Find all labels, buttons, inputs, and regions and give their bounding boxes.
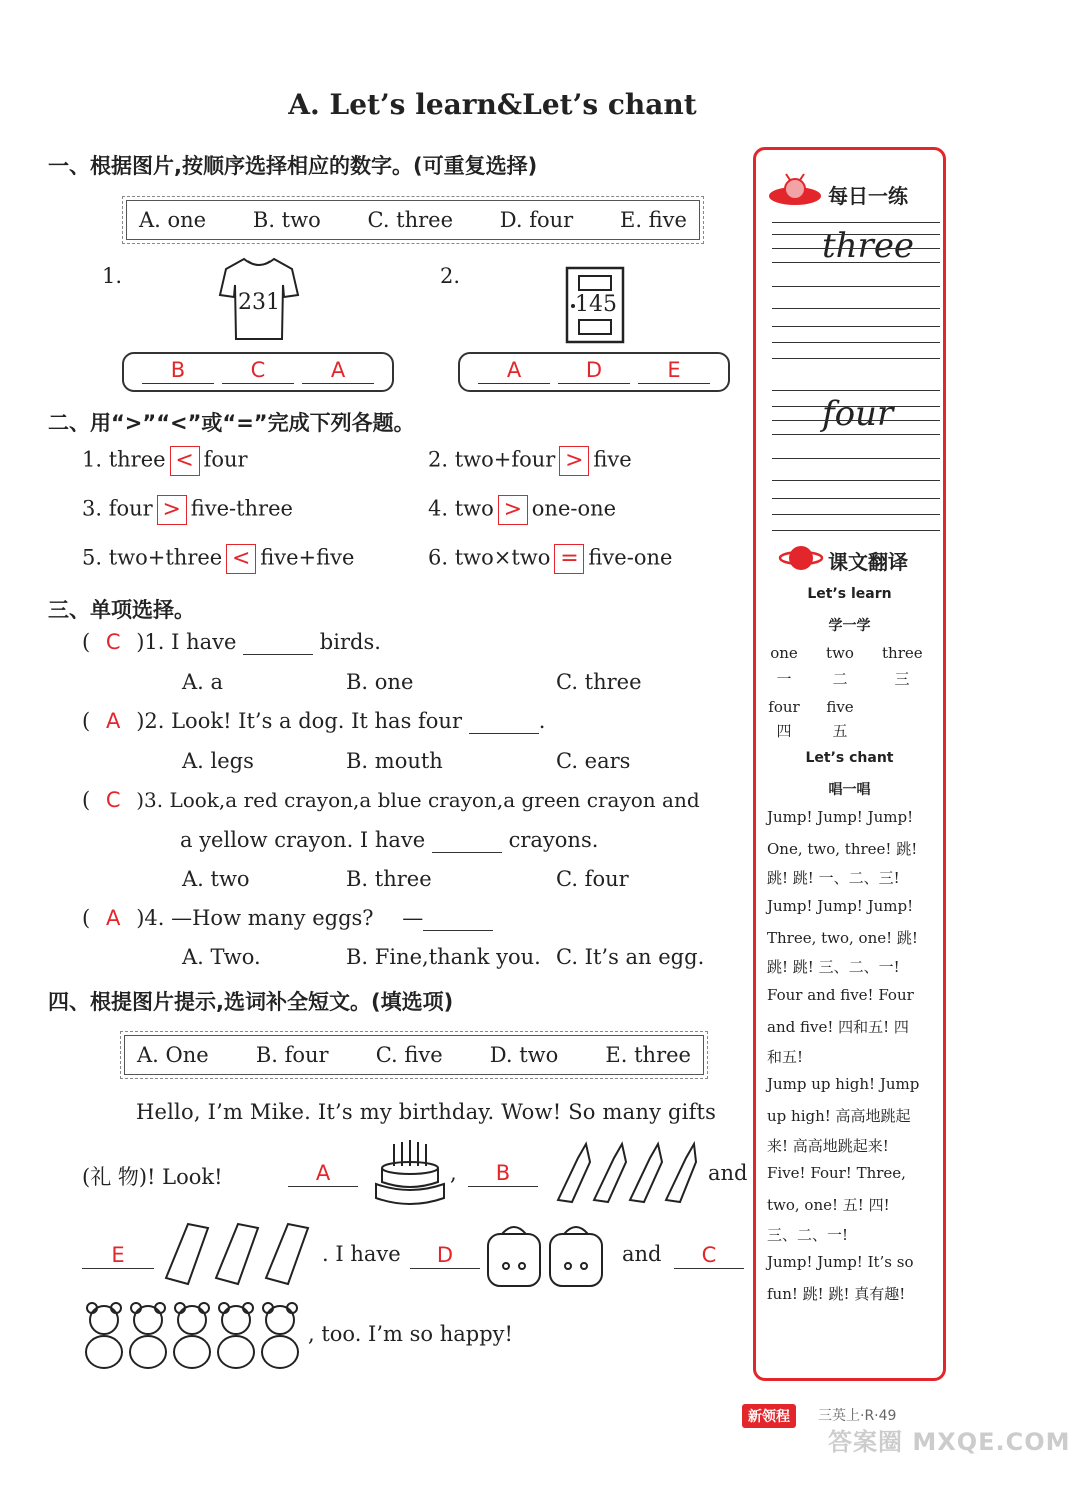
compare-answer-2[interactable]: >	[559, 446, 589, 476]
q2-answer-3[interactable]: E	[638, 357, 710, 384]
chant-line: Jump up high! Jump	[767, 1075, 920, 1094]
mc-question-1: ( C )1. I have birds.	[82, 630, 381, 654]
mc-question-2: ( A )2. Look! It’s a dog. It has four .	[82, 709, 546, 733]
compare-item-3: 3. four > five-three	[82, 495, 293, 525]
passage-and-1: and	[708, 1161, 748, 1185]
num-cn-3: 三	[894, 670, 910, 688]
mc-3-option-c[interactable]: C. four	[556, 867, 629, 891]
compare-answer-4[interactable]: >	[498, 495, 528, 525]
option-d: D. four	[499, 208, 574, 232]
ufo-icon	[766, 172, 824, 212]
chant-line: up high! 高高地跳起	[767, 1106, 911, 1125]
compare-item-1: 1. three < four	[82, 446, 248, 476]
practice-word-1: three	[822, 226, 915, 266]
mc-4-option-c[interactable]: C. It’s an egg.	[556, 945, 705, 969]
option-b: B. four	[255, 1043, 329, 1067]
chant-line: Three, two, one! 跳!	[767, 928, 918, 947]
lets-chant-heading: Let’s chant	[805, 750, 894, 766]
chant-line: Jump! Jump! It’s so	[767, 1253, 914, 1272]
num-cn-1: 一	[776, 670, 792, 688]
learn-cn-heading: 学一学	[828, 618, 871, 634]
section3-heading: 三、单项选择。	[48, 598, 195, 622]
option-c: C. five	[375, 1043, 443, 1067]
mc-3-option-a[interactable]: A. two	[182, 867, 250, 891]
mc-1-option-a[interactable]: A. a	[182, 670, 224, 694]
section4-options	[124, 1035, 704, 1075]
option-c: C. three	[367, 208, 454, 232]
passage-blank-4[interactable]: D	[410, 1242, 480, 1269]
tshirt-number: 231	[238, 290, 280, 315]
q1-answer-2[interactable]: C	[222, 357, 294, 384]
mc-answer-2[interactable]: A	[106, 709, 121, 733]
compare-answer-1[interactable]: <	[170, 446, 200, 476]
q2-answer-box	[458, 352, 730, 392]
teddy-bears-icon	[80, 1300, 308, 1372]
birthday-cake-icon	[370, 1138, 448, 1208]
mc-4-option-b[interactable]: B. Fine,thank you.	[346, 945, 541, 969]
q1-answer-3[interactable]: A	[302, 357, 374, 384]
mc-blank-1	[243, 630, 313, 655]
mc-3-option-b[interactable]: B. three	[346, 867, 432, 891]
chant-line: 三、二、一!	[767, 1225, 849, 1244]
mc-2-option-a[interactable]: A. legs	[182, 749, 254, 773]
q1-number: 1.	[102, 264, 123, 288]
compare-item-5: 5. two+three < five+five	[82, 544, 354, 574]
section1-options	[126, 200, 700, 240]
chant-line: Jump! Jump! Jump!	[767, 897, 914, 916]
mc-answer-3[interactable]: C	[105, 788, 121, 812]
passage-blank-1[interactable]: A	[288, 1160, 358, 1187]
compare-item-6: 6. two×two = five-one	[428, 544, 672, 574]
chant-line: 和五!	[767, 1047, 804, 1066]
q2-answer-1[interactable]: A	[478, 357, 550, 384]
chant-line: One, two, three! 跳!	[767, 839, 918, 858]
schoolbags-icon	[484, 1220, 610, 1290]
chant-text	[767, 808, 943, 1313]
mc-blank-2	[469, 709, 539, 734]
num-cn-5: 五	[832, 722, 848, 740]
num-en-5: five	[826, 698, 854, 716]
option-b: B. two	[252, 208, 321, 232]
door-number: 145	[575, 292, 617, 317]
planet-icon	[778, 540, 824, 576]
chant-cn-heading: 唱一唱	[828, 782, 871, 798]
chant-line: 来! 高高地跳起来!	[767, 1136, 889, 1155]
option-e: E. three	[605, 1043, 691, 1067]
q2-answer-2[interactable]: D	[558, 357, 630, 384]
option-a: A. one	[139, 208, 207, 232]
num-en-3: three	[882, 644, 923, 662]
chant-line: Five! Four! Three,	[767, 1164, 906, 1183]
passage-line-3-mid: . I have	[322, 1242, 401, 1266]
compare-item-4: 4. two > one-one	[428, 495, 616, 525]
daily-practice-title: 每日一练	[828, 184, 908, 208]
section1-heading: 一、根据图片,按顺序选择相应的数字。(可重复选择)	[48, 154, 538, 178]
q2-number: 2.	[440, 264, 461, 288]
chant-line: fun! 跳! 跳! 真有趣!	[767, 1285, 906, 1303]
num-en-4: four	[768, 698, 800, 716]
mc-question-3-line2: a yellow crayon. I have crayons.	[180, 828, 599, 852]
watermark: 答案圈 MXQE.COM	[828, 1428, 1071, 1456]
mc-1-option-b[interactable]: B. one	[346, 670, 414, 694]
compare-answer-6[interactable]: =	[554, 544, 584, 574]
passage-line-4-end: , too. I’m so happy!	[308, 1322, 513, 1346]
mc-blank-3	[432, 828, 502, 853]
mc-question-3: ( C )3. Look,a red crayon,a blue crayon,a green crayon and	[82, 788, 700, 812]
compare-answer-5[interactable]: <	[226, 544, 256, 574]
compare-answer-3[interactable]: >	[157, 495, 187, 525]
chant-line: 跳! 跳! 一、二、三!	[767, 869, 900, 888]
section2-heading: 二、用“>”“<”或“=”完成下列各题。	[48, 411, 415, 435]
option-d: D. two	[489, 1043, 559, 1067]
passage-blank-3[interactable]: E	[82, 1242, 154, 1269]
chant-line: Jump! Jump! Jump!	[767, 808, 914, 826]
mc-blank-4	[423, 906, 493, 931]
lets-learn-heading: Let’s learn	[807, 586, 892, 602]
passage-line-2-start: (礼 物)! Look!	[82, 1165, 223, 1189]
mc-answer-4[interactable]: A	[106, 906, 121, 930]
q1-answer-1[interactable]: B	[142, 357, 214, 384]
num-en-1: one	[770, 644, 798, 662]
num-cn-2: 二	[832, 670, 848, 688]
compare-item-2: 2. two+four > five	[428, 446, 632, 476]
passage-comma: ,	[450, 1161, 457, 1185]
translation-title: 课文翻译	[828, 550, 908, 574]
practice-word-2: four	[822, 394, 894, 434]
passage-blank-2[interactable]: B	[468, 1160, 538, 1187]
page-number: 三英上·R·49	[818, 1408, 897, 1424]
passage-line-1: Hello, I’m Mike. It’s my birthday. Wow! So many gifts	[136, 1100, 717, 1124]
chant-line: two, one! 五! 四!	[767, 1195, 890, 1214]
mc-2-option-c[interactable]: C. ears	[556, 749, 631, 773]
chant-line: Four and five! Four	[767, 986, 914, 1005]
brand-badge: 新领程	[742, 1404, 796, 1428]
passage-and-2: and	[622, 1242, 662, 1266]
page-title: A. Let’s learn&Let’s chant	[288, 88, 697, 121]
mc-1-option-c[interactable]: C. three	[556, 670, 642, 694]
mc-question-4: ( A )4. —How many eggs? —	[82, 906, 493, 931]
q1-answer-box	[122, 352, 394, 392]
crayons-icon	[548, 1138, 698, 1208]
mc-2-option-b[interactable]: B. mouth	[346, 749, 443, 773]
chant-line: 跳! 跳! 三、二、一!	[767, 958, 900, 977]
rulers-icon	[158, 1218, 318, 1288]
num-cn-4: 四	[776, 722, 792, 740]
chant-line: and five! 四和五! 四	[767, 1017, 909, 1036]
sidebar-panel	[753, 147, 946, 1381]
mc-answer-1[interactable]: C	[105, 630, 121, 654]
passage-blank-5[interactable]: C	[674, 1242, 744, 1269]
option-a: A. One	[137, 1043, 209, 1067]
option-e: E. five	[619, 208, 687, 232]
num-en-2: two	[826, 644, 854, 662]
mc-4-option-a[interactable]: A. Two.	[182, 945, 261, 969]
section4-heading: 四、根提图片提示,选词补全短文。(填选项)	[48, 990, 454, 1014]
